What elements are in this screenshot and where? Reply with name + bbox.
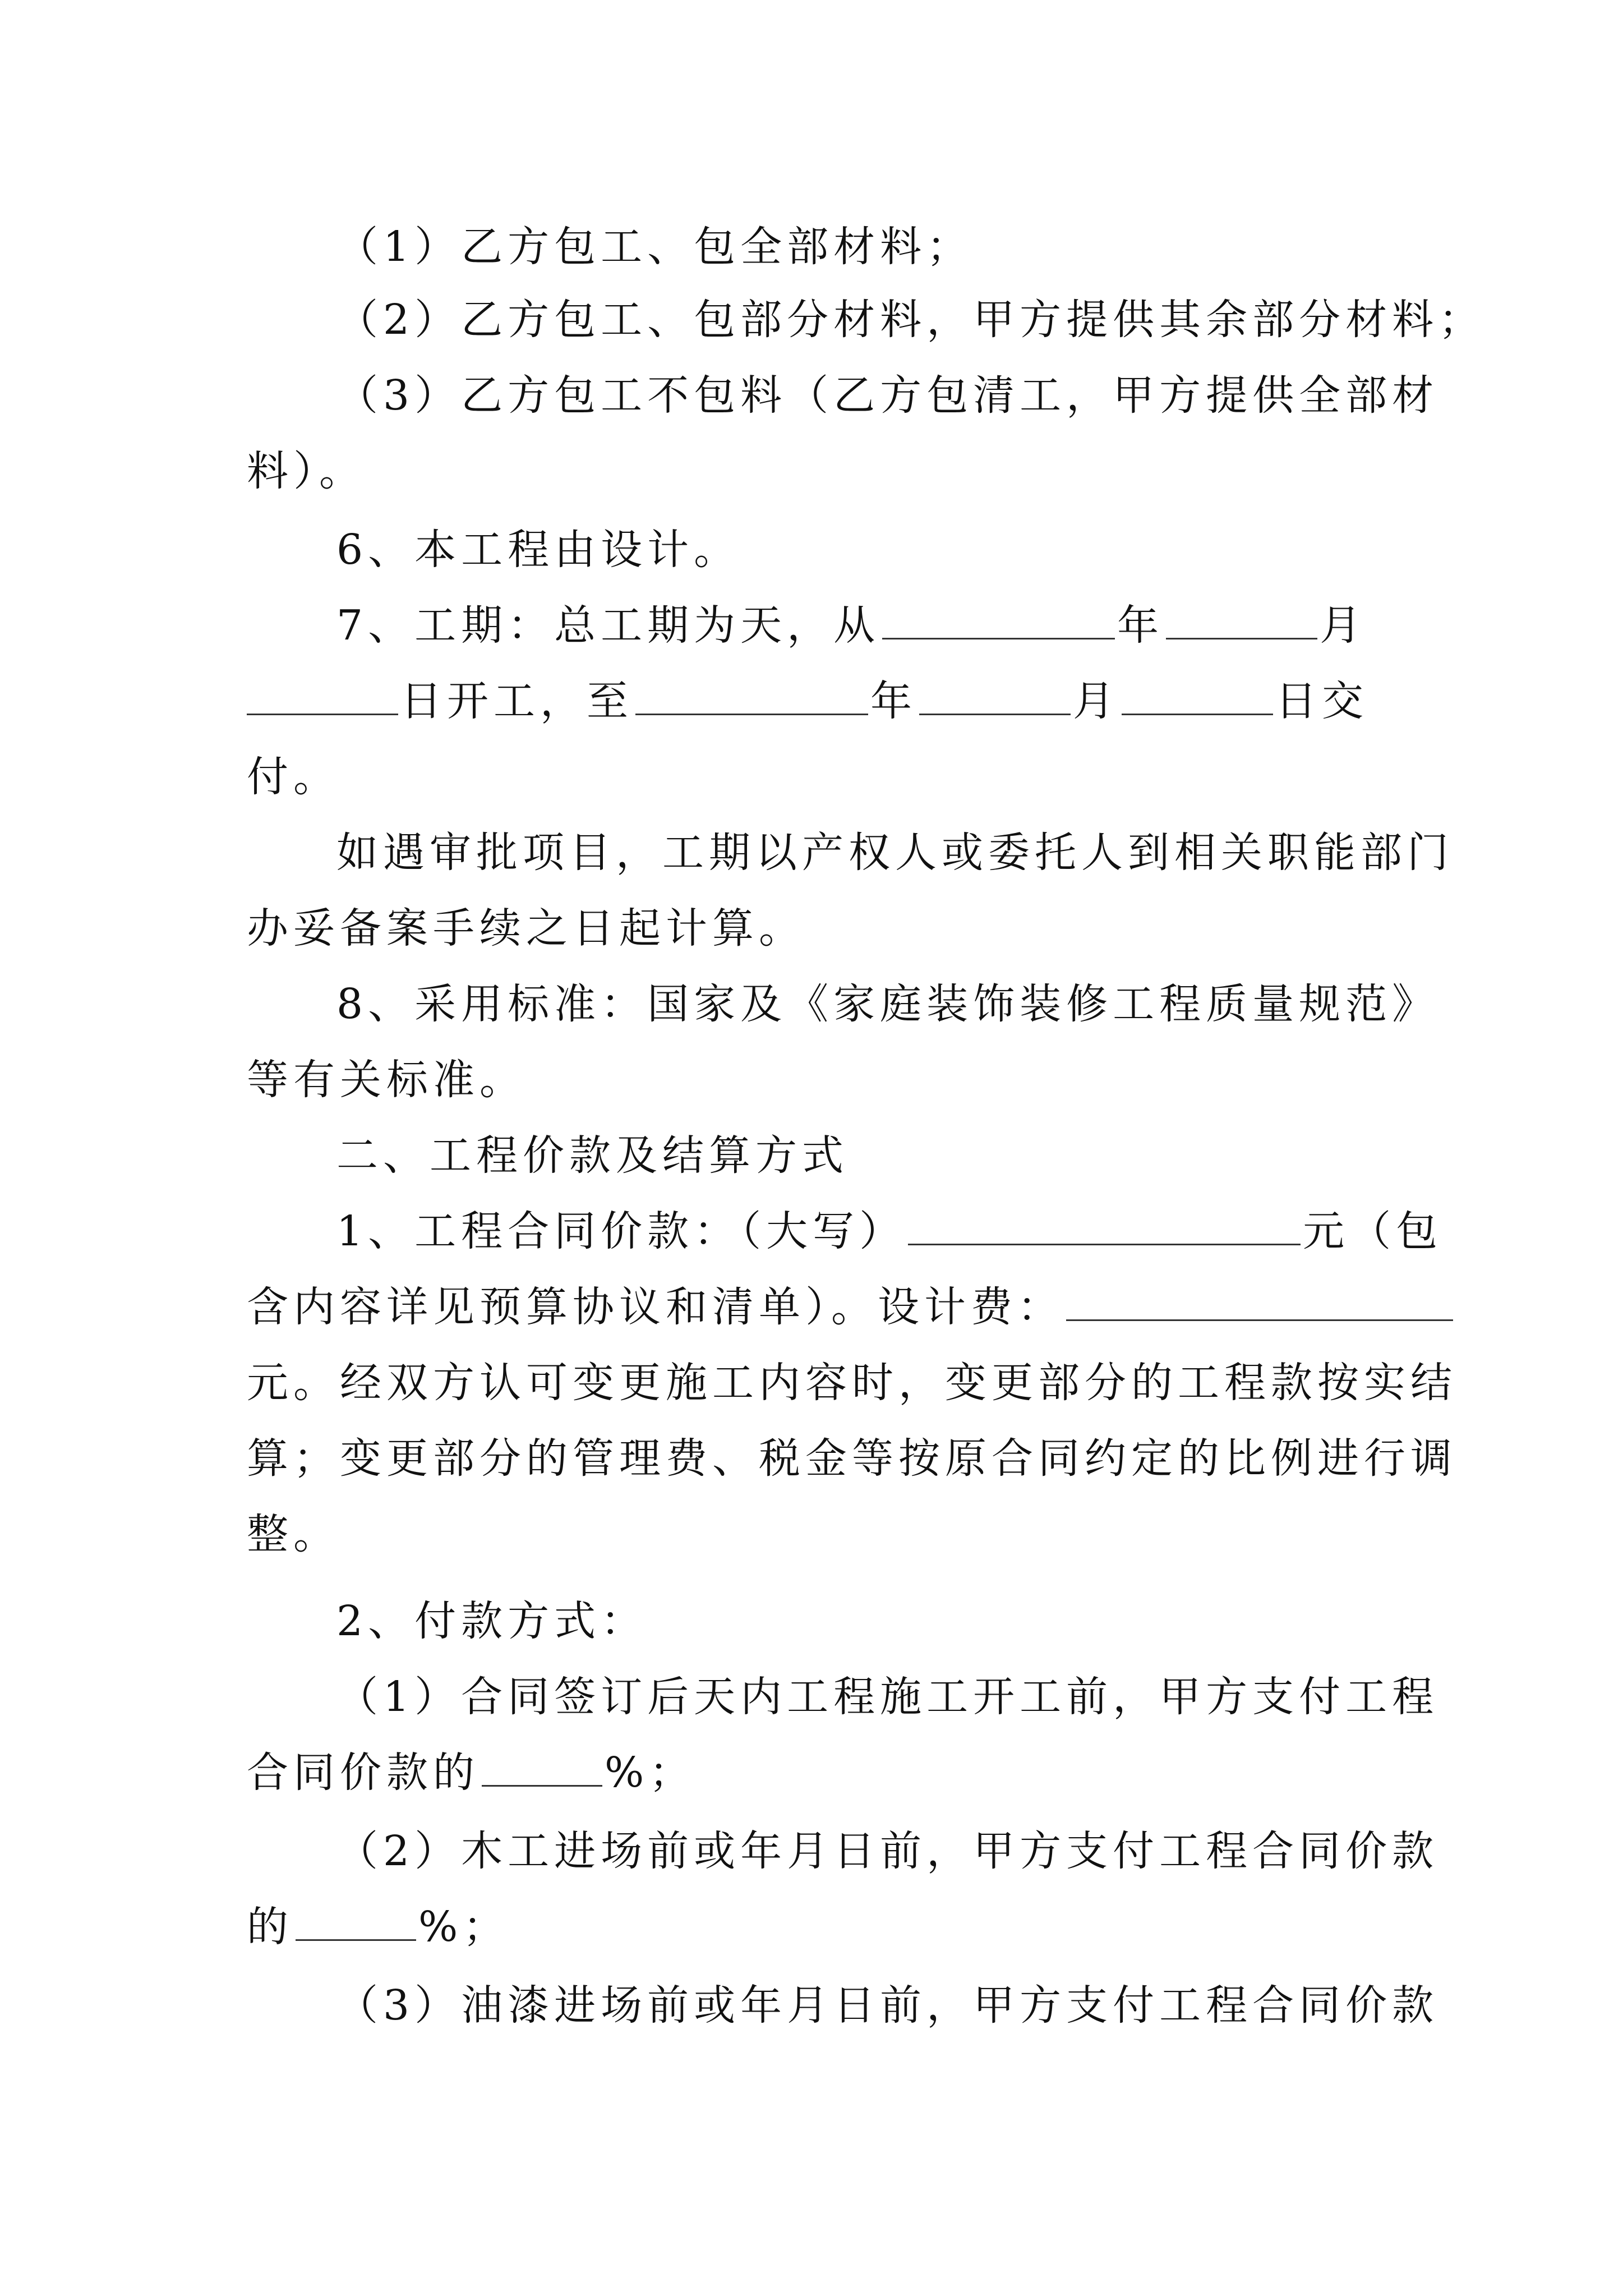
text: 日开工，至: [400, 677, 633, 725]
blank-start-year[interactable]: [882, 599, 1115, 639]
blank-start-day[interactable]: [247, 674, 398, 715]
price-clause-1-line-5: [247, 1501, 1391, 1568]
text: 含内容详见预算协议和清单）。设计费：: [247, 1283, 1064, 1331]
payment-item-2-line-2: [247, 1893, 1391, 1961]
payment-item-3-line-1: [336, 1972, 1439, 2039]
text: 整。: [247, 1510, 340, 1558]
payment-item-2-line-1: [336, 1818, 1439, 1885]
text: 年: [870, 677, 917, 725]
blank-start-month[interactable]: [1166, 599, 1317, 639]
text: （2）乙方包工、包部分材料，甲方提供其余部分材料；: [336, 296, 1486, 344]
text: 6、本工程由设计。: [336, 526, 741, 574]
payment-heading: [336, 1588, 1391, 1655]
blank-end-month[interactable]: [919, 674, 1071, 715]
clause-7-line-1: [336, 592, 1391, 659]
text: （3）乙方包工不包料（乙方包清工，甲方提供全部材: [336, 371, 1439, 420]
text: （2）木工进场前或年月日前，甲方支付工程合同价款: [336, 1827, 1439, 1875]
text: 7、工期：总工期为天，从: [336, 601, 880, 650]
text: %；: [605, 1749, 696, 1797]
price-clause-1-line-1: [336, 1198, 1443, 1265]
text: 8、采用标准：国家及《家庭装饰装修工程质量规范》: [336, 980, 1439, 1028]
text: 合同价款的: [247, 1749, 479, 1797]
text: 月: [1320, 601, 1367, 650]
text: （3）油漆进场前或年月日前，甲方支付工程合同价款: [336, 1981, 1439, 2030]
text: 月: [1073, 677, 1119, 725]
payment-item-1-line-2: [247, 1739, 1391, 1806]
text: 2、付款方式：: [336, 1597, 648, 1645]
clause-5-option-1: [336, 213, 1391, 280]
text: 办妥备案手续之日起计算。: [247, 904, 805, 953]
blank-percent-1[interactable]: [482, 1746, 602, 1787]
text: 年: [1117, 601, 1164, 650]
clause-7-line-3: [247, 743, 1391, 811]
text: %；: [418, 1903, 510, 1951]
approval-note-line-1: [336, 819, 1454, 886]
blank-contract-price[interactable]: [908, 1204, 1301, 1245]
clause-5-option-3-continued: [247, 438, 1391, 505]
text: 日交: [1275, 677, 1368, 725]
blank-end-day[interactable]: [1122, 674, 1273, 715]
text: 料）。: [247, 447, 366, 495]
text: 等有关标准。: [247, 1056, 526, 1104]
approval-note-line-2: [247, 895, 1391, 962]
clause-8-line-2: [247, 1046, 1391, 1114]
text: （1）乙方包工、包全部材料；: [336, 223, 974, 271]
text: 如遇审批项目，工期以产权人或委托人到相关职能部门: [336, 829, 1454, 877]
blank-percent-2[interactable]: [296, 1900, 416, 1941]
payment-item-1-line-1: [336, 1663, 1439, 1731]
blank-end-year[interactable]: [635, 674, 868, 715]
text: 的: [247, 1903, 293, 1951]
price-clause-1-line-2: [247, 1273, 1391, 1341]
text: 算；变更部分的管理费、税金等按原合同约定的比例进行调: [247, 1434, 1457, 1483]
price-clause-1-line-3: [247, 1349, 1457, 1416]
clause-5-option-2: [336, 286, 1486, 353]
section-2-heading: [336, 1122, 1391, 1189]
price-clause-1-line-4: [247, 1425, 1457, 1492]
clause-8-line-1: [336, 970, 1439, 1038]
text: 元（包: [1303, 1207, 1443, 1255]
clause-5-option-3: [336, 362, 1439, 429]
clause-7-line-2: [247, 668, 1391, 735]
blank-design-fee[interactable]: [1066, 1280, 1453, 1321]
text: 元。经双方认可变更施工内容时，变更部分的工程款按实结: [247, 1359, 1457, 1407]
text: 1、工程合同价款：（大写）: [336, 1207, 906, 1255]
text: （1）合同签订后天内工程施工开工前，甲方支付工程: [336, 1673, 1439, 1721]
text: 付。: [247, 753, 340, 801]
clause-6: [336, 516, 1391, 583]
text: 二、工程价款及结算方式: [336, 1131, 849, 1180]
